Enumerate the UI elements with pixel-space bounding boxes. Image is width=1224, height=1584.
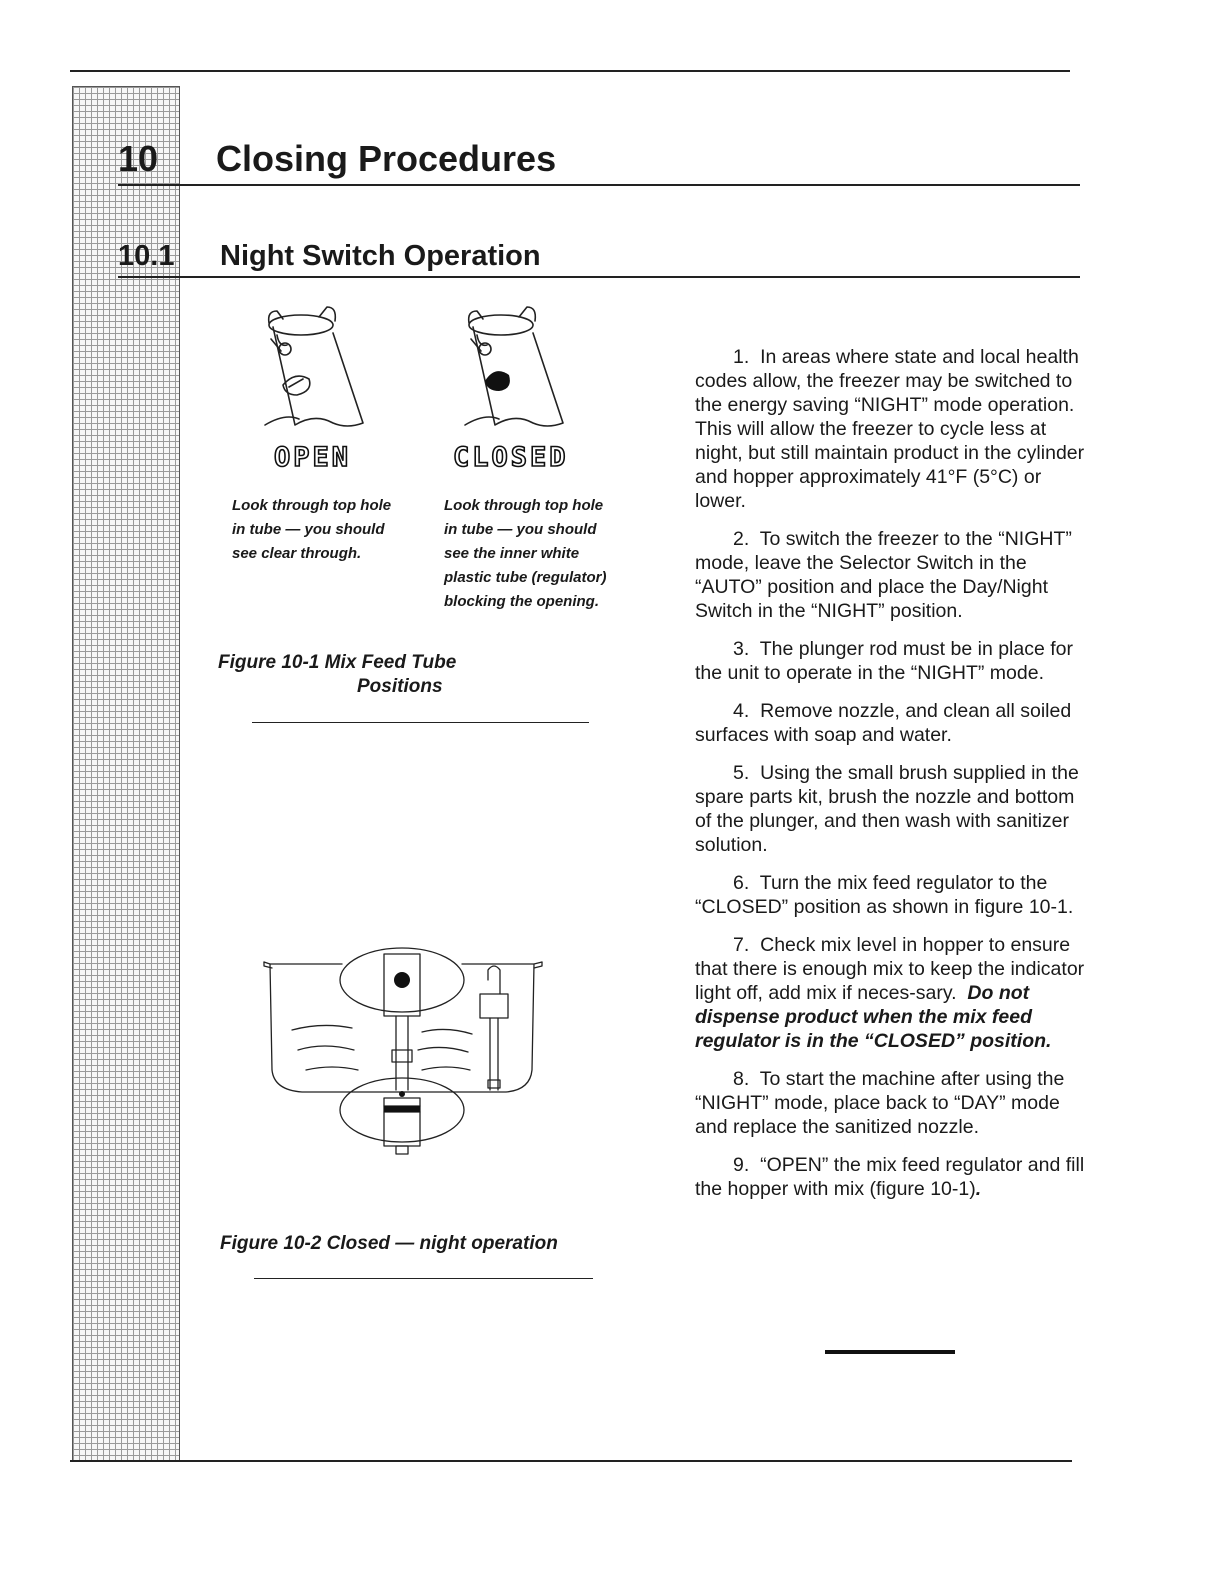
step-5: 5. Using the small brush supplied in the spare parts kit, brush the nozzle and bottom of the plunger, and then wash with sanitizer solution. (695, 762, 1079, 856)
section-title: Night Switch Operation (220, 240, 541, 272)
step-1: 1. In areas where state and local health codes allow, the freezer may be switched to the energy saving “NIGHT” mode operation. This will allow the freezer to cycle less at night, but still maintain product in the cylinder and hopper approximately 41°F (5°C) or lower. (695, 346, 1085, 512)
section-rule (118, 276, 1080, 278)
grid-margin-bar (72, 86, 180, 1462)
closed-label: CLOSED (453, 442, 569, 473)
step-3: 3. The plunger rod must be in place for the unit to operate in the “NIGHT” mode. (695, 638, 1074, 684)
step-2: 2. To switch the freezer to the “NIGHT” mode, leave the Selector Switch in the “AUTO” position and place the Day/Night Switch in the “NIGHT” position. (695, 528, 1072, 622)
bottom-rule (70, 1460, 1072, 1462)
open-tube-illustration (255, 305, 375, 445)
step-7: 7. Check mix level in hopper to ensure that there is enough mix to keep the indicator light off, add mix if neces-sary. Do not dispense product when the mix feed regulator is in the “CLOSED” position. (695, 934, 1085, 1052)
figure-10-2-title: Figure 10-2 Closed — night operation (220, 1233, 558, 1254)
top-rule (70, 70, 1070, 72)
hopper-night-illustration (262, 940, 544, 1155)
step-6: 6. Turn the mix feed regulator to the “CLOSED” position as shown in figure 10-1. (695, 872, 1074, 918)
chapter-number: 10 (118, 138, 159, 179)
figure-10-1-rule (252, 722, 589, 723)
step-7-warning: Do not dispense product when the mix feed regulator is in the “CLOSED” position. (695, 982, 1052, 1052)
chapter-title: Closing Procedures (216, 138, 557, 179)
step-8: 8. To start the machine after using the “NIGHT” mode, place back to “DAY” mode and replace the sanitized nozzle. (695, 1068, 1065, 1138)
steps-list (695, 345, 1085, 1215)
figure-10-1-title: Figure 10-1 Mix Feed Tube Positions (218, 652, 457, 697)
closed-tube-illustration (455, 305, 575, 445)
open-caption: Look through top hole in tube — you should see clear through. (232, 497, 392, 562)
end-of-section-rule (825, 1350, 955, 1354)
chapter-rule (118, 184, 1080, 186)
open-label: OPEN (274, 442, 352, 473)
step-9: 9. “OPEN” the mix feed regulator and fill the hopper with mix (figure 10-1). (695, 1154, 1085, 1200)
figure-10-2-rule (254, 1278, 593, 1279)
closed-caption: Look through top hole in tube — you should see the inner white plastic tube (regulator) blocking the opening. (444, 497, 607, 610)
step-4: 4. Remove nozzle, and clean all soiled surfaces with soap and water. (695, 700, 1072, 746)
section-number: 10.1 (118, 240, 175, 272)
